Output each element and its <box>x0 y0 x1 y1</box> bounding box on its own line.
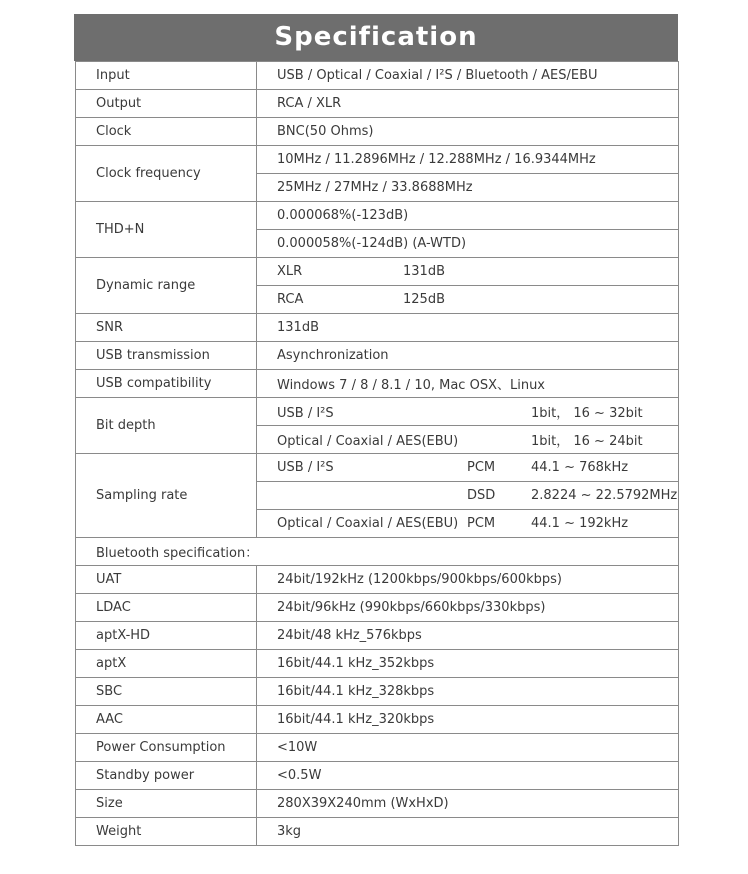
page-title: Specification <box>74 14 678 61</box>
row-label-dynamic-range: Dynamic range <box>76 258 257 314</box>
row-value-thd-n-2: 0.000058%(-124dB) (A-WTD) <box>257 230 679 258</box>
table-row <box>76 314 679 342</box>
table-row <box>76 650 679 678</box>
row-value-dynamic-range-rca <box>257 286 679 314</box>
row-value-sampling-rate-usb <box>257 454 679 482</box>
row-label-aptx-hd: aptX-HD <box>76 622 257 650</box>
table-row <box>76 342 679 370</box>
row-label-output: Output <box>76 90 257 118</box>
sampling-format: DSD <box>467 488 496 503</box>
row-value-bit-depth-usb <box>257 398 679 426</box>
sampling-value: 44.1 ~ 192kHz <box>531 516 629 531</box>
row-value-clock: BNC(50 Ohms) <box>257 118 679 146</box>
sampling-source: USB / I²S <box>277 460 334 475</box>
sampling-format: PCM <box>467 516 496 531</box>
row-value-aptx-hd: 24bit/48 kHz_576kbps <box>257 622 679 650</box>
row-value-weight: 3kg <box>257 818 679 846</box>
row-label-usb-compatibility: USB compatibility <box>76 370 257 398</box>
row-value-standby-power: <0.5W <box>257 762 679 790</box>
row-value-power-consumption: <10W <box>257 734 679 762</box>
table-row <box>76 258 679 286</box>
table-row <box>76 734 679 762</box>
row-value-sbc: 16bit/44.1 kHz_328kbps <box>257 678 679 706</box>
table-row <box>76 622 679 650</box>
row-value-usb-compatibility: Windows 7 / 8 / 8.1 / 10, Mac OSX、Linux <box>257 370 679 398</box>
table-row <box>76 370 679 398</box>
dynamic-range-value: 125dB <box>403 292 445 307</box>
row-value-input: USB / Optical / Coaxial / I²S / Bluetooth / AES/EBU <box>257 62 679 90</box>
row-value-size: 280X39X240mm (WxHxD) <box>257 790 679 818</box>
table-row <box>76 398 679 426</box>
table-row <box>76 706 679 734</box>
row-value-aac: 16bit/44.1 kHz_320kbps <box>257 706 679 734</box>
dynamic-range-value: 131dB <box>403 264 445 279</box>
table-row <box>76 62 679 90</box>
row-label-input: Input <box>76 62 257 90</box>
table-row <box>76 818 679 846</box>
row-label-sbc: SBC <box>76 678 257 706</box>
row-value-sampling-rate-optical <box>257 510 679 538</box>
table-row <box>76 118 679 146</box>
row-label-size: Size <box>76 790 257 818</box>
sampling-source: Optical / Coaxial / AES(EBU) <box>277 516 459 531</box>
row-label-usb-transmission: USB transmission <box>76 342 257 370</box>
row-value-uat: 24bit/192kHz (1200kbps/900kbps/600kbps) <box>257 566 679 594</box>
row-label-weight: Weight <box>76 818 257 846</box>
table-row <box>76 202 679 230</box>
sampling-format: PCM <box>467 460 496 475</box>
bit-depth-source: Optical / Coaxial / AES(EBU) <box>277 434 459 449</box>
table-row <box>76 538 679 566</box>
sampling-value: 2.8224 ~ 22.5792MHz <box>531 488 678 503</box>
table-row <box>76 146 679 174</box>
row-label-bit-depth: Bit depth <box>76 398 257 454</box>
row-label-aac: AAC <box>76 706 257 734</box>
specification-table <box>75 61 679 846</box>
dynamic-range-name: XLR <box>277 264 303 279</box>
row-label-snr: SNR <box>76 314 257 342</box>
bit-depth-source: USB / I²S <box>277 406 334 421</box>
row-label-power-consumption: Power Consumption <box>76 734 257 762</box>
bit-depth-value: 1bit， 16 ~ 24bit <box>531 434 643 449</box>
row-value-dynamic-range-xlr <box>257 258 679 286</box>
row-label-thd-n: THD+N <box>76 202 257 258</box>
row-value-bit-depth-optical <box>257 426 679 454</box>
row-label-ldac: LDAC <box>76 594 257 622</box>
row-value-ldac: 24bit/96kHz (990kbps/660kbps/330kbps) <box>257 594 679 622</box>
row-label-aptx: aptX <box>76 650 257 678</box>
row-value-thd-n-1: 0.000068%(-123dB) <box>257 202 679 230</box>
bluetooth-heading: Bluetooth specification： <box>76 538 679 566</box>
row-value-usb-transmission: Asynchronization <box>257 342 679 370</box>
row-value-aptx: 16bit/44.1 kHz_352kbps <box>257 650 679 678</box>
table-row <box>76 90 679 118</box>
table-row <box>76 678 679 706</box>
bit-depth-value: 1bit， 16 ~ 32bit <box>531 406 643 421</box>
row-value-output: RCA / XLR <box>257 90 679 118</box>
row-value-clock-frequency-1: 10MHz / 11.2896MHz / 12.288MHz / 16.9344MHz <box>257 146 679 174</box>
row-label-standby-power: Standby power <box>76 762 257 790</box>
table-row <box>76 454 679 482</box>
table-row <box>76 566 679 594</box>
row-label-clock: Clock <box>76 118 257 146</box>
table-row <box>76 594 679 622</box>
sampling-value: 44.1 ~ 768kHz <box>531 460 629 475</box>
dynamic-range-name: RCA <box>277 292 304 307</box>
row-label-uat: UAT <box>76 566 257 594</box>
table-row <box>76 762 679 790</box>
row-value-sampling-rate-dsd <box>257 482 679 510</box>
row-value-snr: 131dB <box>257 314 679 342</box>
row-label-clock-frequency: Clock frequency <box>76 146 257 202</box>
row-value-clock-frequency-2: 25MHz / 27MHz / 33.8688MHz <box>257 174 679 202</box>
table-row <box>76 790 679 818</box>
row-label-sampling-rate: Sampling rate <box>76 454 257 538</box>
